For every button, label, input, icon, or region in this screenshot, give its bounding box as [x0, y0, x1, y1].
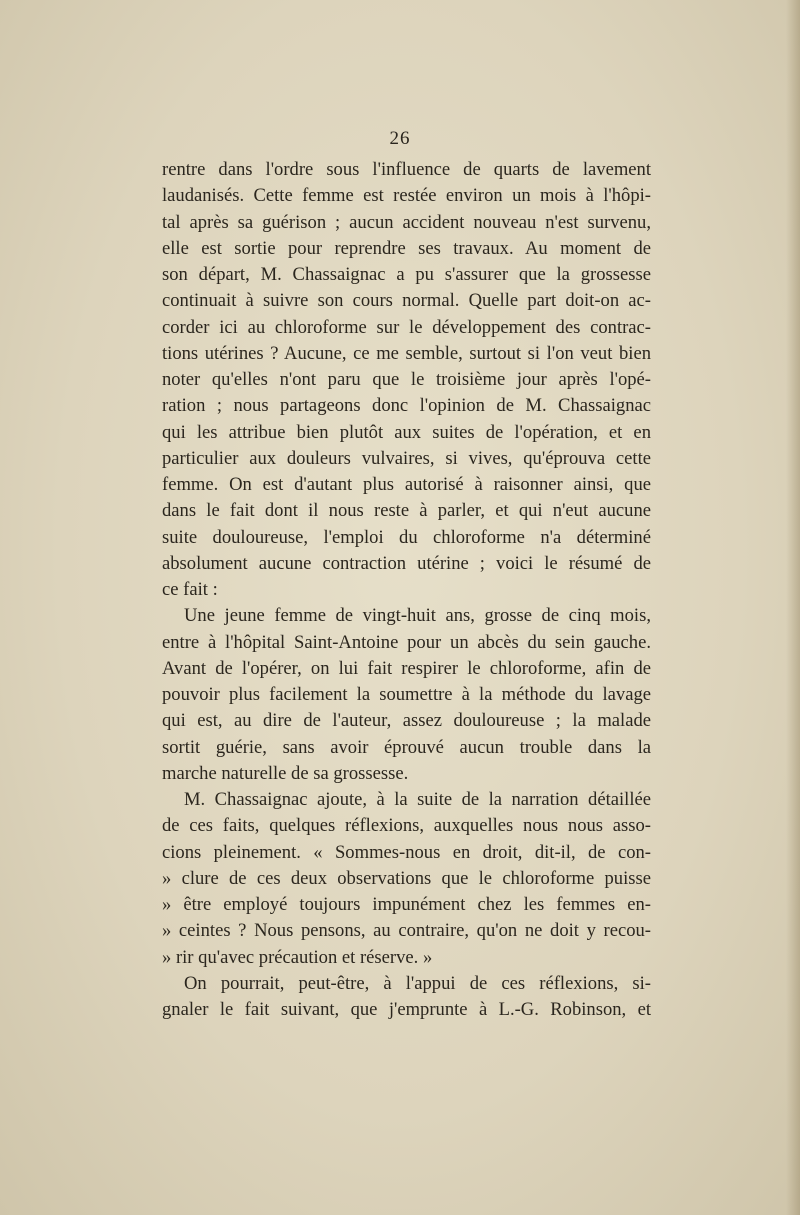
page-edge-shadow: [786, 0, 800, 1215]
text-line: elle est sortie pour reprendre ses travaux. Au moment de: [162, 237, 651, 259]
text-line: qui les attribue bien plutôt aux suites de l'opération, et en: [162, 421, 651, 443]
text-line: de ces faits, quelques réflexions, auxquelles nous nous asso-: [162, 815, 651, 837]
text-line: On pourrait, peut-être, à l'appui de ces réflexions, si-: [184, 972, 651, 994]
text-line: qui est, au dire de l'auteur, assez douloureuse ; la malade: [162, 710, 651, 732]
text-line: particulier aux douleurs vulvaires, si vives, qu'éprouva cette: [162, 447, 651, 469]
text-line: absolument aucune contraction utérine ; voici le résumé de: [162, 552, 651, 574]
text-line: entre à l'hôpital Saint-Antoine pour un abcès du sein gauche.: [162, 631, 651, 653]
text-line: tal après sa guérison ; aucun accident nouveau n'est survenu,: [162, 211, 651, 233]
body-text: [162, 157, 651, 1023]
text-line: laudanisés. Cette femme est restée environ un mois à l'hôpi-: [162, 185, 651, 207]
text-line: femme. On est d'autant plus autorisé à raisonner ainsi, que: [162, 474, 651, 495]
text-line: ce fait :: [162, 579, 218, 600]
text-line: suite douloureuse, l'emploi du chloroforme n'a déterminé: [162, 526, 651, 548]
text-line: tions utérines ? Aucune, ce me semble, surtout si l'on veut bien: [162, 342, 651, 364]
text-line: Une jeune femme de vingt-huit ans, grosse de cinq mois,: [184, 605, 651, 627]
text-line: marche naturelle de sa grossesse.: [162, 762, 409, 784]
text-line: Avant de l'opérer, on lui fait respirer le chloroforme, afin de: [162, 657, 651, 679]
text-line: ration ; nous partageons donc l'opinion de M. Chassaignac: [162, 395, 651, 417]
page-number: 26: [389, 128, 411, 149]
text-line: cions pleinement. « Sommes-nous en droit, dit-il, de con-: [162, 841, 651, 863]
text-line: » être employé toujours impunément chez les femmes en-: [162, 894, 651, 915]
text-line: M. Chassaignac ajoute, à la suite de la narration détaillée: [184, 789, 651, 810]
text-line: » ceintes ? Nous pensons, au contraire, qu'on ne doit y recou-: [162, 920, 651, 942]
text-line: continuait à suivre son cours normal. Quelle part doit-on ac-: [162, 290, 651, 312]
text-line: » rir qu'avec précaution et réserve. »: [162, 946, 433, 968]
text-line: sortit guérie, sans avoir éprouvé aucun trouble dans la: [162, 736, 651, 758]
text-line: noter qu'elles n'ont paru que le troisième jour après l'opé-: [162, 369, 651, 390]
text-line: gnaler le fait suivant, que j'emprunte à L.-G. Robinson, et: [162, 999, 651, 1020]
text-line: dans le fait dont il nous reste à parler, et qui n'eut aucune: [162, 500, 651, 522]
text-line: rentre dans l'ordre sous l'influence de quarts de lavement: [162, 159, 651, 180]
text-line: » clure de ces deux observations que le chloroforme puisse: [162, 867, 651, 889]
text-line: pouvoir plus facilement la soumettre à la méthode du lavage: [162, 684, 651, 705]
text-line: son départ, M. Chassaignac a pu s'assurer que la grossesse: [162, 264, 651, 285]
text-line: corder ici au chloroforme sur le développement des contrac-: [162, 316, 651, 338]
